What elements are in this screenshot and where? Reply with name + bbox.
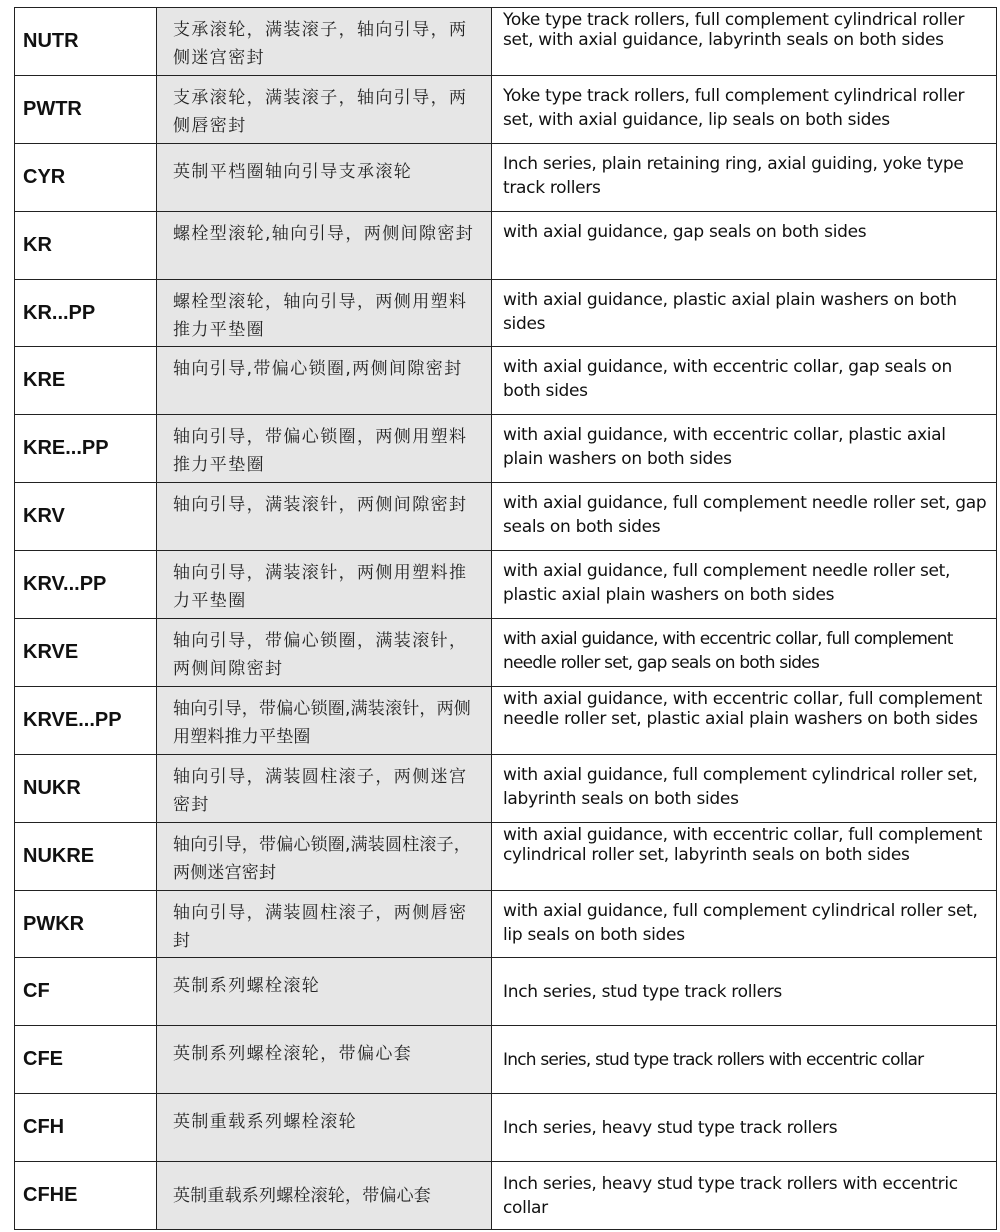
table-row bbox=[15, 347, 997, 415]
table-row bbox=[15, 1026, 997, 1094]
product-table bbox=[14, 7, 997, 1230]
table-row bbox=[15, 280, 997, 348]
description-english: Yoke type track rollers, full complement cylindrical roller set, with axial guidance, labyrinth seals on both sides bbox=[492, 8, 997, 75]
product-code: KR bbox=[15, 212, 157, 279]
description-english: Inch series, heavy stud type track rollers bbox=[492, 1094, 997, 1161]
description-chinese: 支承滚轮，满装滚子，轴向引导，两侧迷宫密封 bbox=[157, 8, 492, 75]
product-code: KRVE...PP bbox=[15, 687, 157, 754]
description-chinese: 英制重载系列螺栓滚轮 bbox=[157, 1094, 492, 1161]
description-english: with axial guidance, with eccentric collar, full complement needle roller set, plastic axial plain washers on both sides bbox=[492, 687, 997, 754]
product-code: NUTR bbox=[15, 8, 157, 75]
table-row bbox=[15, 619, 997, 687]
product-code: KRE...PP bbox=[15, 415, 157, 482]
product-code: PWTR bbox=[15, 76, 157, 143]
description-english: with axial guidance, plastic axial plain washers on both sides bbox=[492, 280, 997, 347]
description-chinese: 轴向引导，满装滚针，两侧用塑料推力平垫圈 bbox=[157, 551, 492, 618]
product-code: CFH bbox=[15, 1094, 157, 1161]
description-english: Inch series, stud type track rollers bbox=[492, 958, 997, 1025]
product-code: CFE bbox=[15, 1026, 157, 1093]
table-row bbox=[15, 823, 997, 891]
description-english: with axial guidance, with eccentric collar, full complement needle roller set, gap seals on both sides bbox=[492, 619, 997, 686]
description-chinese: 轴向引导，满装滚针，两侧间隙密封 bbox=[157, 483, 492, 550]
table-row bbox=[15, 755, 997, 823]
table-row bbox=[15, 144, 997, 212]
description-chinese: 轴向引导，满装圆柱滚子，两侧迷宫密封 bbox=[157, 755, 492, 822]
description-chinese: 支承滚轮，满装滚子，轴向引导，两侧唇密封 bbox=[157, 76, 492, 143]
product-code: PWKR bbox=[15, 891, 157, 958]
description-english: with axial guidance, full complement cylindrical roller set, labyrinth seals on both sides bbox=[492, 755, 997, 822]
description-english: Inch series, heavy stud type track rollers with eccentric collar bbox=[492, 1162, 997, 1229]
description-english: with axial guidance, with eccentric collar, gap seals on both sides bbox=[492, 347, 997, 414]
table-row bbox=[15, 687, 997, 755]
description-english: Yoke type track rollers, full complement cylindrical roller set, with axial guidance, lip seals on both sides bbox=[492, 76, 997, 143]
description-chinese: 轴向引导,带偏心锁圈,两侧间隙密封 bbox=[157, 347, 492, 414]
description-chinese: 英制系列螺栓滚轮 bbox=[157, 958, 492, 1025]
product-code: NUKRE bbox=[15, 823, 157, 890]
table-row bbox=[15, 212, 997, 280]
description-english: Inch series, plain retaining ring, axial guiding, yoke type track rollers bbox=[492, 144, 997, 211]
product-code: KR...PP bbox=[15, 280, 157, 347]
description-chinese: 轴向引导，带偏心锁圈，两侧用塑料推力平垫圈 bbox=[157, 415, 492, 482]
product-code: KRE bbox=[15, 347, 157, 414]
product-code: CF bbox=[15, 958, 157, 1025]
table-row bbox=[15, 1162, 997, 1230]
table-row bbox=[15, 76, 997, 144]
product-code: KRV...PP bbox=[15, 551, 157, 618]
description-chinese: 螺栓型滚轮，轴向引导，两侧用塑料推力平垫圈 bbox=[157, 280, 492, 347]
table-row bbox=[15, 1094, 997, 1162]
product-code: KRVE bbox=[15, 619, 157, 686]
description-english: with axial guidance, gap seals on both sides bbox=[492, 212, 997, 279]
table-row bbox=[15, 958, 997, 1026]
description-chinese: 螺栓型滚轮,轴向引导，两侧间隙密封 bbox=[157, 212, 492, 279]
table-row bbox=[15, 483, 997, 551]
description-chinese: 英制平档圈轴向引导支承滚轮 bbox=[157, 144, 492, 211]
description-chinese: 英制系列螺栓滚轮，带偏心套 bbox=[157, 1026, 492, 1093]
table-row bbox=[15, 891, 997, 959]
description-english: with axial guidance, full complement needle roller set, plastic axial plain washers on both sides bbox=[492, 551, 997, 618]
table-row bbox=[15, 415, 997, 483]
description-english: with axial guidance, with eccentric collar, plastic axial plain washers on both sides bbox=[492, 415, 997, 482]
description-chinese: 轴向引导，带偏心锁圈,满装圆柱滚子，两侧迷宫密封 bbox=[157, 823, 492, 890]
product-code: NUKR bbox=[15, 755, 157, 822]
description-chinese: 轴向引导，满装圆柱滚子，两侧唇密封 bbox=[157, 891, 492, 958]
description-english: with axial guidance, with eccentric collar, full complement cylindrical roller set, labyrinth seals on both sides bbox=[492, 823, 997, 890]
table-row bbox=[15, 8, 997, 76]
description-english: with axial guidance, full complement cylindrical roller set, lip seals on both sides bbox=[492, 891, 997, 958]
product-code: CYR bbox=[15, 144, 157, 211]
description-english: Inch series, stud type track rollers with eccentric collar bbox=[492, 1026, 997, 1093]
table-row bbox=[15, 551, 997, 619]
description-chinese: 轴向引导，带偏心锁圈，满装滚针，两侧间隙密封 bbox=[157, 619, 492, 686]
product-code: CFHE bbox=[15, 1162, 157, 1229]
description-chinese: 英制重载系列螺栓滚轮，带偏心套 bbox=[157, 1162, 492, 1229]
product-code: KRV bbox=[15, 483, 157, 550]
description-chinese: 轴向引导，带偏心锁圈,满装滚针，两侧用塑料推力平垫圈 bbox=[157, 687, 492, 754]
description-english: with axial guidance, full complement needle roller set, gap seals on both sides bbox=[492, 483, 997, 550]
